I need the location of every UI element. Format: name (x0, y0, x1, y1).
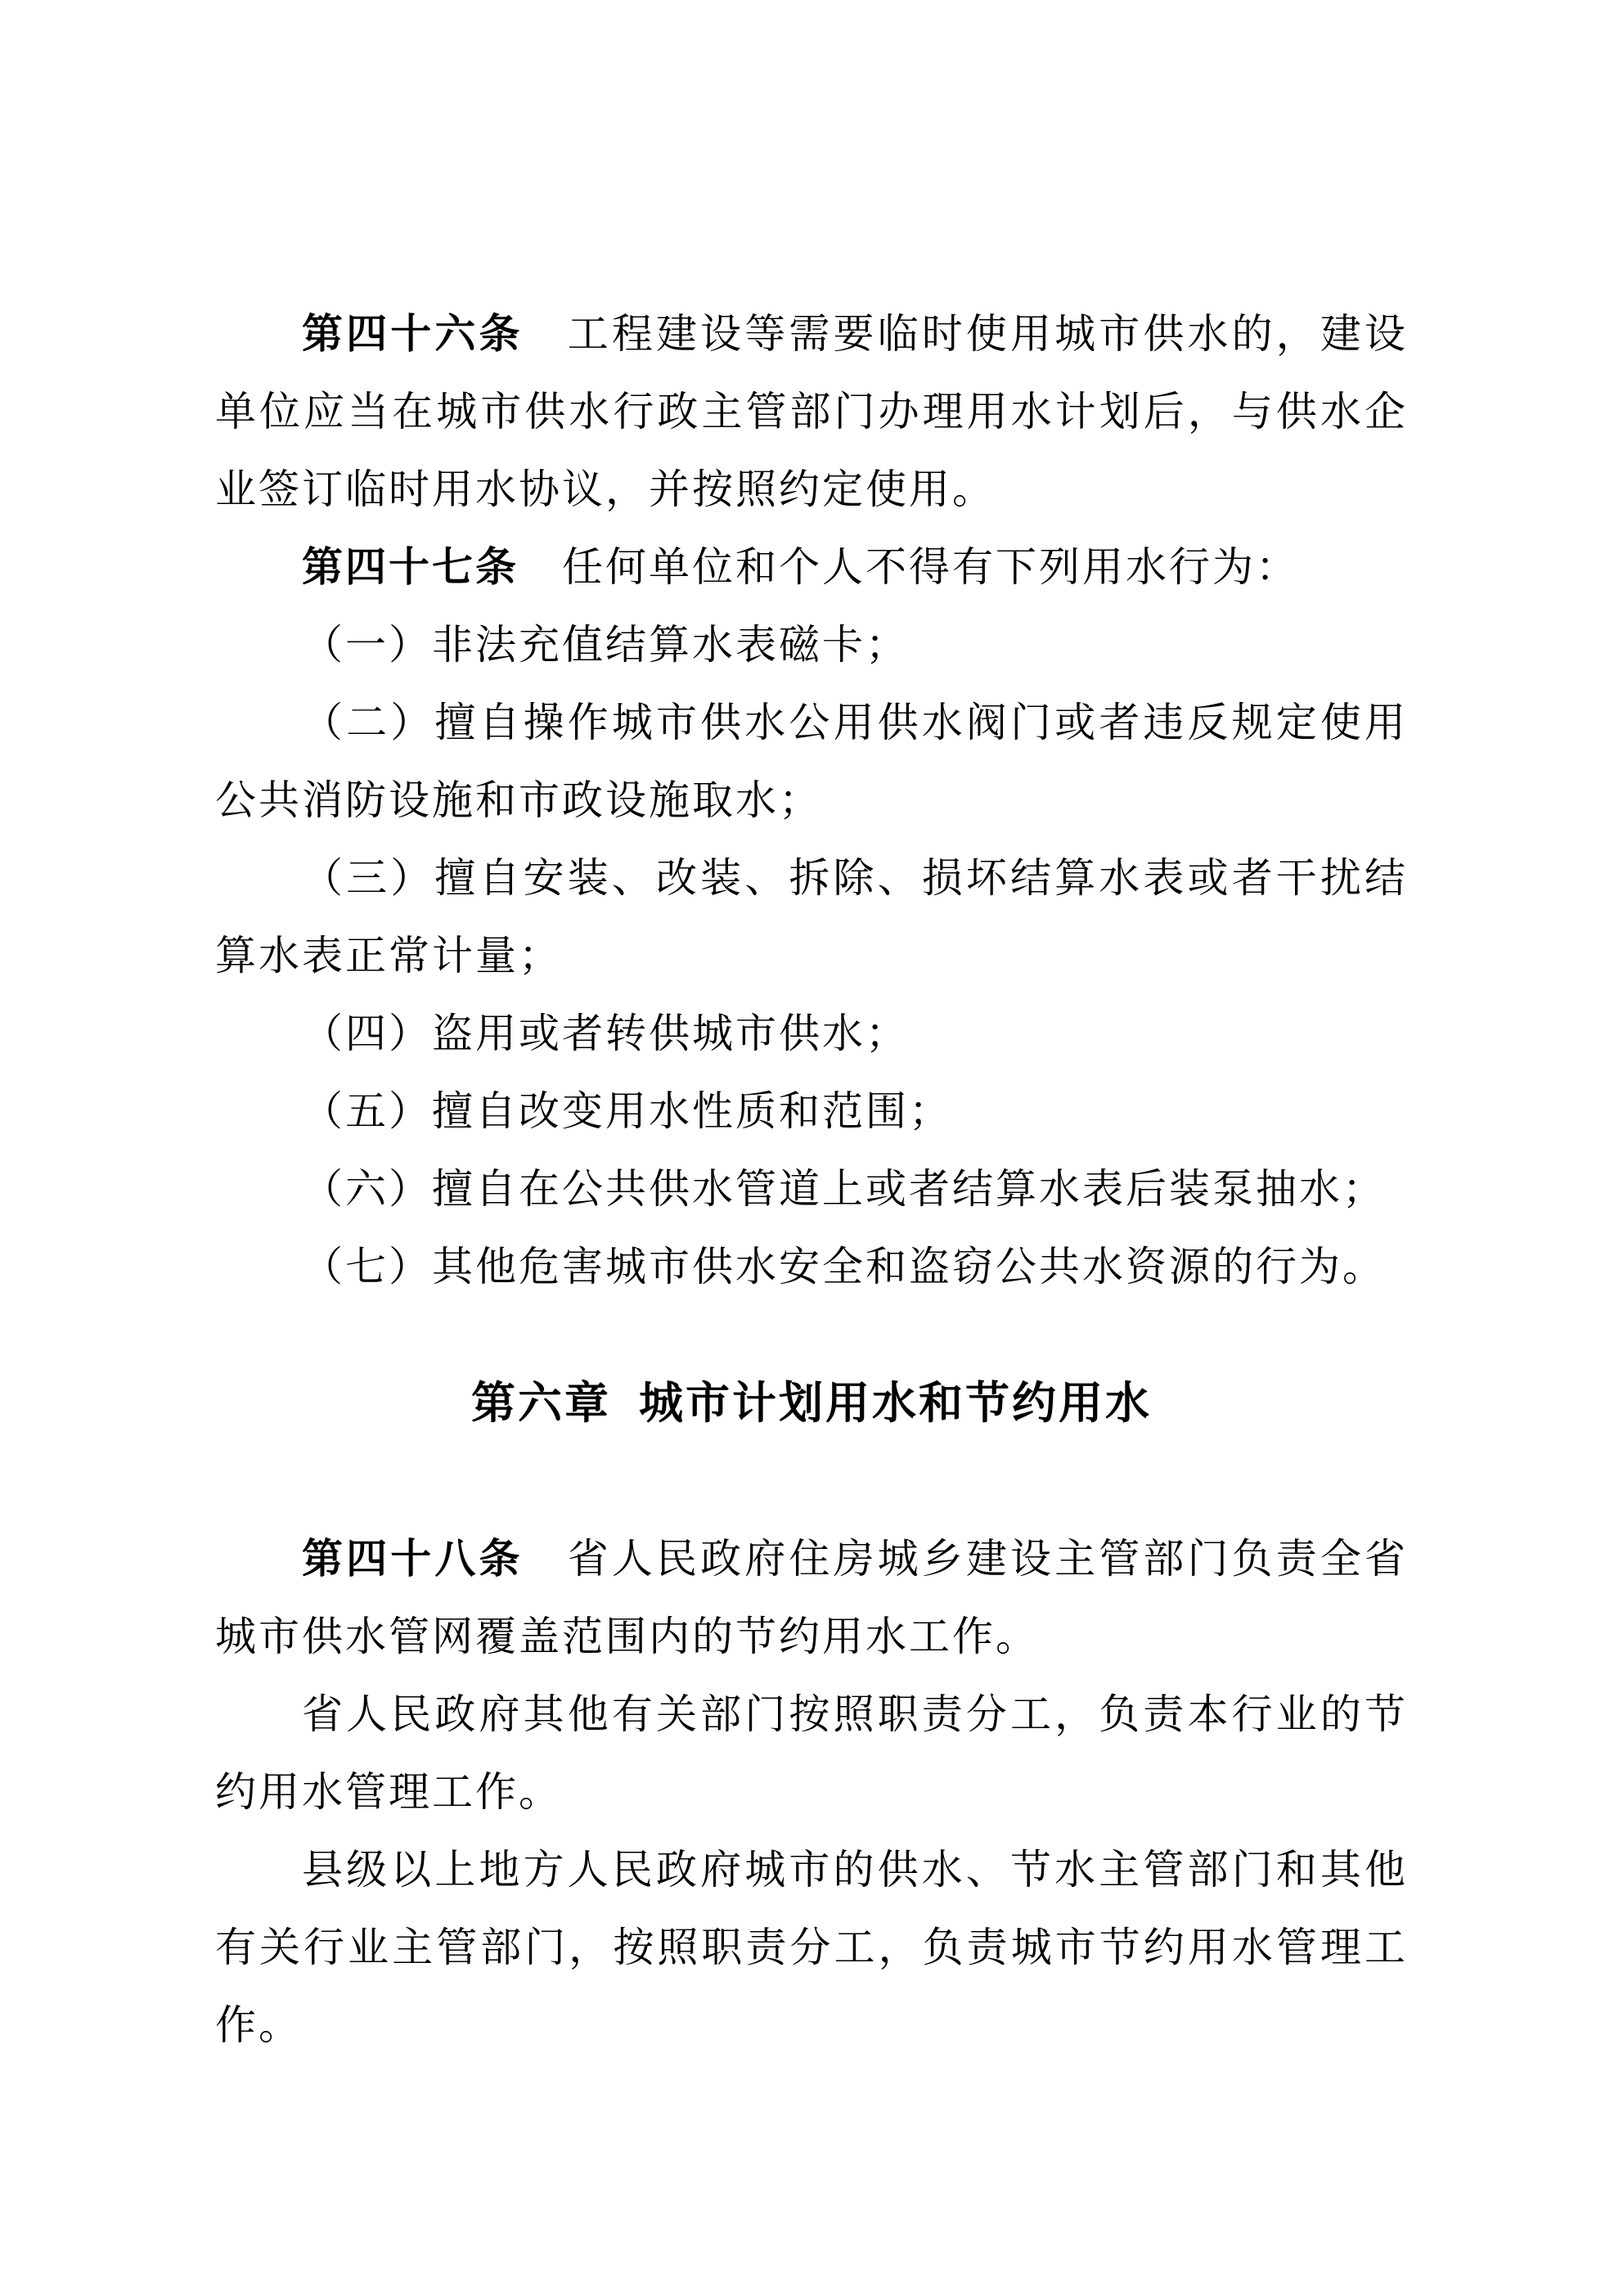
text-line (215, 308, 1408, 362)
article-number: 第四十八条 (302, 1536, 524, 1582)
text-line: 有关行业主管部门，按照职责分工，负责城市节约用水管理工 (215, 1925, 1408, 1970)
text-line: 公共消防设施和市政设施取水； (215, 777, 822, 823)
text-line: （一）非法充值结算水表磁卡； (302, 622, 909, 668)
text-line: 省人民政府其他有关部门按照职责分工，负责本行业的节 (302, 1691, 1408, 1737)
text-line: 单位应当在城市供水行政主管部门办理用水计划后，与供水企 (215, 389, 1408, 434)
article-text: 省人民政府住房城乡建设主管部门负责全省 (523, 1536, 1408, 1582)
text-line: 城市供水管网覆盖范围内的节约用水工作。 (215, 1614, 1039, 1659)
text-line: （四）盗用或者转供城市供水； (302, 1011, 909, 1056)
article-text: 工程建设等需要临时使用城市供水的，建设 (523, 311, 1408, 357)
text-line: 算水表正常计量； (215, 933, 562, 979)
text-line: （二）擅自操作城市供水公用供水阀门或者违反规定使用 (302, 700, 1408, 745)
article-number: 第四十六条 (302, 311, 524, 357)
article-text: 任何单位和个人不得有下列用水行为： (519, 544, 1299, 590)
text-line (215, 1533, 1408, 1587)
text-line: （七）其他危害城市供水安全和盗窃公共水资源的行为。 (302, 1244, 1386, 1290)
text-line: （六）擅自在公共供水管道上或者结算水表后装泵抽水； (302, 1166, 1386, 1212)
text-line: 约用水管理工作。 (215, 1769, 562, 1815)
text-line (215, 542, 1408, 596)
article-number: 第四十七条 (302, 544, 519, 590)
text-line: （五）擅自改变用水性质和范围； (302, 1088, 952, 1134)
text-line: 业签订临时用水协议，并按照约定使用。 (215, 466, 996, 512)
text-line: 县级以上地方人民政府城市的供水、节水主管部门和其他 (302, 1847, 1408, 1893)
text-line: （三）擅自安装、改装、拆除、损坏结算水表或者干扰结 (302, 855, 1408, 901)
text-line: 作。 (215, 2002, 302, 2048)
chapter-heading: 第六章 城市计划用水和节约用水 (470, 1379, 1152, 1428)
